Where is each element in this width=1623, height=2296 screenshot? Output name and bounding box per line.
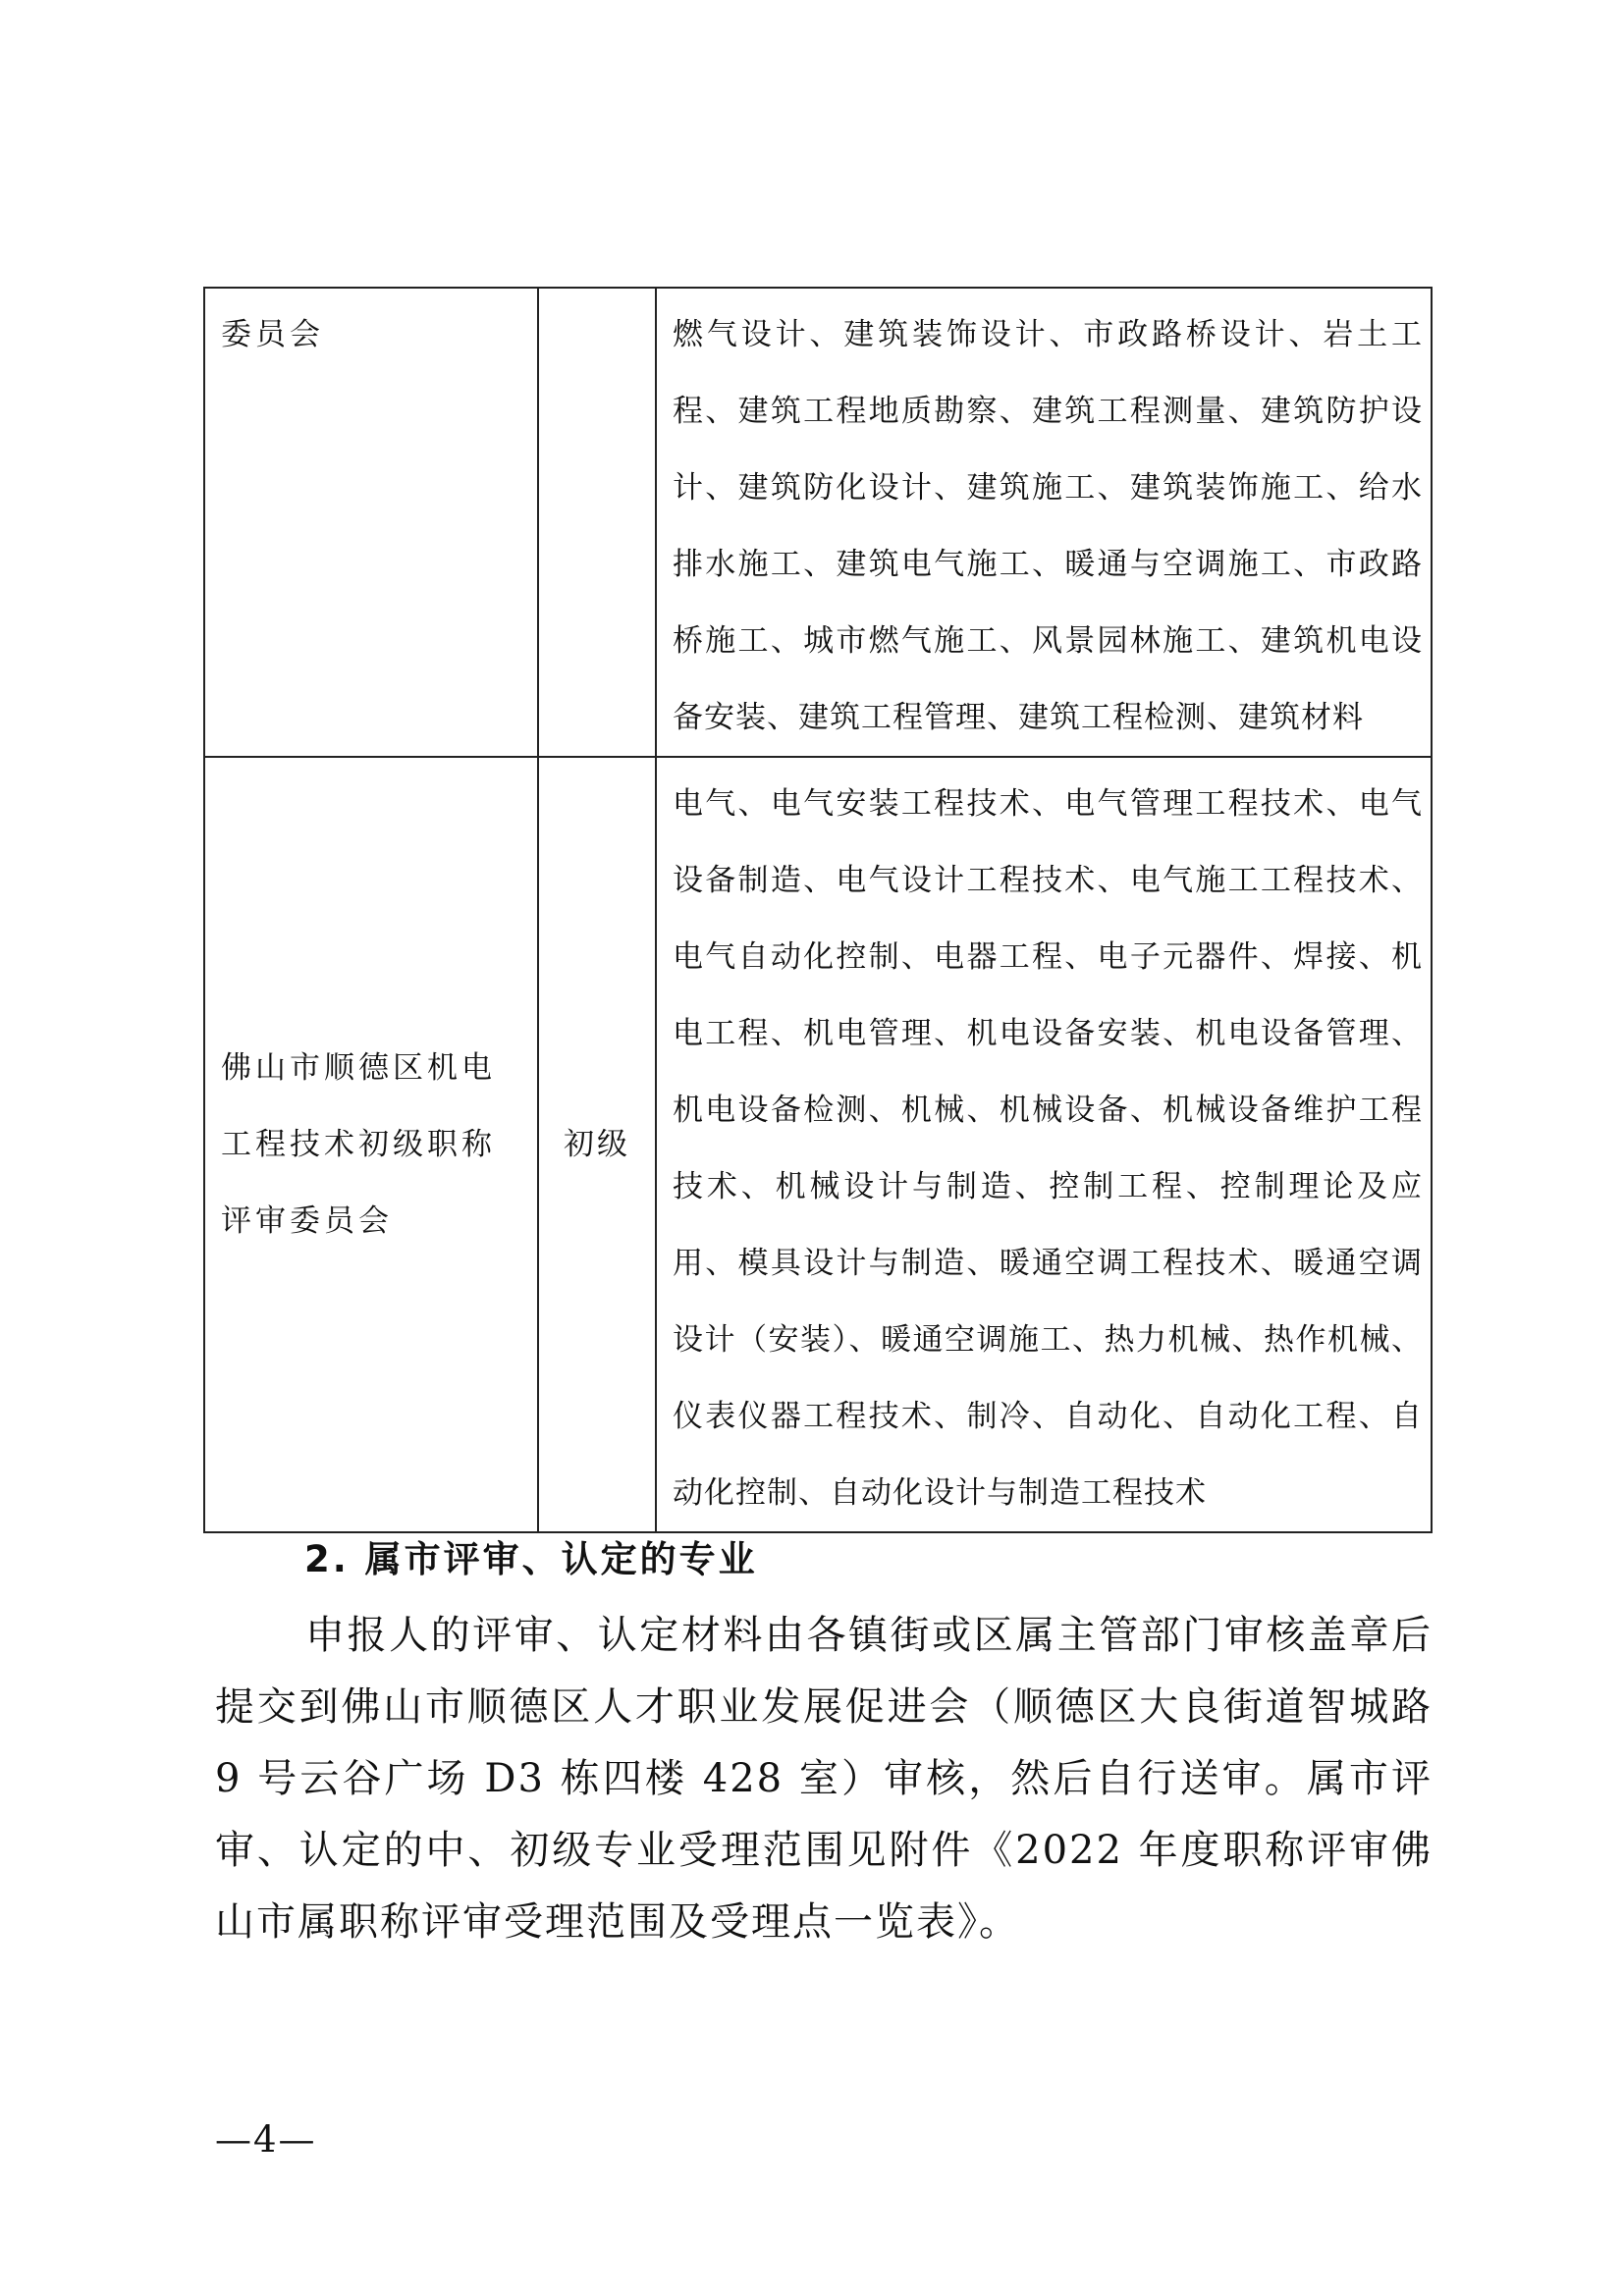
scope-table (203, 287, 1433, 1533)
scope-text: 电气、电气安装工程技术、电气管理工程技术、电气设备制造、电气设计工程技术、电气施工工程技术、电气自动化控制、电器工程、电子元器件、焊接、机电工程、机电管理、机电设备安装、机电设备管理、机电设备检测、机械、机械设备、机械设备维护工程技术、机械设计与制造、控制工程、控制理论及应用、模具设计与制造、暖通空调工程技术、暖通空调设计（安装）、暖通空调施工、热力机械、热作机械、仪表仪器工程技术、制冷、自动化、自动化工程、自动化控制、自动化设计与制造工程技术 (673, 786, 1423, 1511)
org-cell (204, 288, 538, 757)
body-paragraph: 申报人的评审、认定材料由各镇街或区属主管部门审核盖章后提交到佛山市顺德区人才职业发展促进会（顺德区大良街道智城路 9 号云谷广场 D3 栋四楼 428 室）审核，然后自行送审。属市评审、认定的中、初级专业受理范围见附件《2022 年度职称评审佛山市属职称评审受理范围及受理点一览表》。 (215, 1613, 1433, 1945)
table-row (204, 288, 1432, 757)
scope-cell (656, 288, 1432, 757)
page-number: —4— (215, 2118, 317, 2161)
level-cell (538, 288, 656, 757)
table-row (204, 757, 1432, 1532)
org-name: 佛山市顺德区机电工程技术初级职称评审委员会 (221, 1050, 496, 1239)
org-cell (204, 757, 538, 1532)
org-name: 委员会 (221, 317, 324, 352)
scope-text: 燃气设计、建筑装饰设计、市政路桥设计、岩土工程、建筑工程地质勘察、建筑工程测量、建筑防护设计、建筑防化设计、建筑施工、建筑装饰施工、给水排水施工、建筑电气施工、暖通与空调施工、市政路桥施工、城市燃气施工、风景园林施工、建筑机电设备安装、建筑工程管理、建筑工程检测、建筑材料 (673, 317, 1423, 735)
scope-table-container (203, 287, 1431, 1519)
section-heading: 2. 属市评审、认定的专业 (304, 1538, 758, 1580)
level-cell (538, 757, 656, 1532)
level-text: 初级 (564, 1127, 630, 1162)
scope-cell (656, 757, 1432, 1532)
